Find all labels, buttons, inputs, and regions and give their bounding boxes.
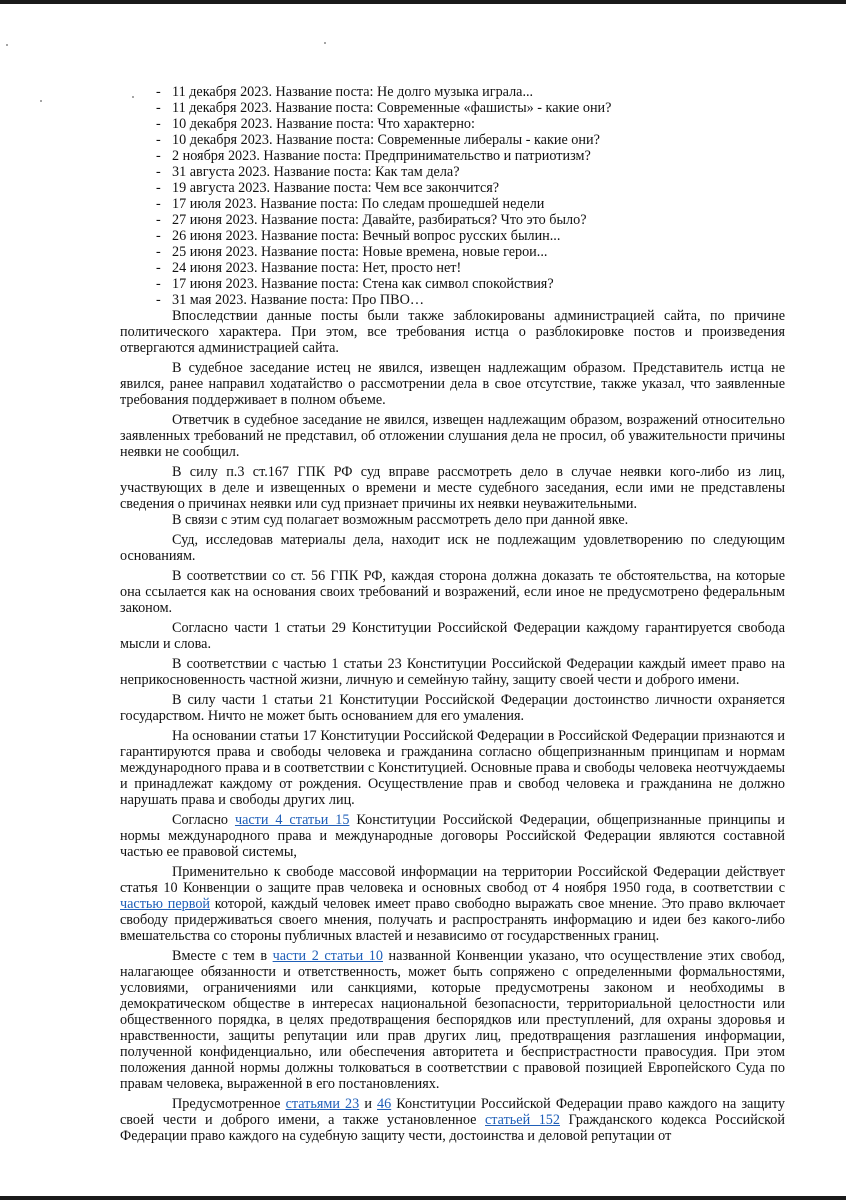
list-item: - 25 июня 2023. Название поста: Новые времена, новые герои... (120, 244, 785, 260)
list-item: - 26 июня 2023. Название поста: Вечный вопрос русских былин... (120, 228, 785, 244)
paragraph-defendant-absent: Ответчик в судебное заседание не явился, извещен надлежащим образом, возражений относительно заявленных требований не представил, об отложении слушания дела не просил, об уважительности причины неявки не сообщил. (120, 412, 785, 460)
list-item: - 27 июня 2023. Название поста: Давайте, разбираться? Что это было? (120, 212, 785, 228)
paragraph-blocked: Впоследствии данные посты были также заблокированы администрацией сайта, по причине политического характера. При этом, все требования истца о разблокировке постов и произведения отвергаются администрацией сайта. (120, 308, 785, 356)
list-item: - 10 декабря 2023. Название поста: Что характерно: (120, 116, 785, 132)
paragraph-text: Вместе с тем в (172, 948, 273, 964)
paragraph-text: Применительно к свободе массовой информации на территории Российской Федерации действует статья 10 Конвенции о защите прав человека и основных свобод от 4 ноября 1950 года, в соответствии с (120, 864, 785, 896)
paragraph-article-23: В соответствии с частью 1 статьи 23 Конституции Российской Федерации каждый имеет право на неприкосновенность частной жизни, личную и семейную тайну, защиту своей чести и доброго имени. (120, 656, 785, 688)
link-article-10-part-2[interactable]: части 2 статьи 10 (272, 948, 383, 964)
list-item: - 31 мая 2023. Название поста: Про ПВО… (120, 292, 785, 308)
list-item: - 24 июня 2023. Название поста: Нет, просто нет! (120, 260, 785, 276)
list-item: - 19 августа 2023. Название поста: Чем все закончится? (120, 180, 785, 196)
list-item: - 10 декабря 2023. Название поста: Современные либералы - какие они? (120, 132, 785, 148)
paragraph-text: Предусмотренное (172, 1096, 286, 1112)
link-articles-23[interactable]: статьями 23 (285, 1096, 360, 1112)
paragraph-honor-protection (120, 1096, 785, 1144)
paragraph-possible: В связи с этим суд полагает возможным рассмотреть дело при данной явке. (172, 512, 629, 528)
paragraph-text: Согласно (172, 812, 235, 828)
paragraph-convention-part-2 (120, 948, 785, 1092)
blocked-posts-list (120, 84, 785, 308)
paragraph-text: названной Конвенции указано, что осуществление этих свобод, налагающее обязанности и ответственность, может быть сопряжено с определенными формальностями, условиями, ограничениями или санкциями, которые предусмотрены законом и необходимы в демократическом обществе в интересах национальной безопасности, территориальной целостности или общественного порядка, в целях предотвращения беспорядков или преступлений, для охраны здоровья и нравственности, защиты репутации или прав других лиц, предотвращения разглашения информации, полученной конфиденциально, или обеспечения авторитета и беспристрастности правосудия. При этом положения данной нормы должны толковаться в соответствии с правовой позицией Европейского Суда по правам человека, выраженной в его постановлениях. (120, 948, 786, 1092)
paragraph-court-finding: Суд, исследовав материалы дела, находит иск не подлежащим удовлетворению по следующим основаниям. (120, 532, 785, 564)
paragraph-gpk-167: В силу п.3 ст.167 ГПК РФ суд вправе рассмотреть дело в случае неявки кого-либо из лиц, участвующих в деле и извещенных о времени и месте судебного заседания, если ими не представлены сведения о причинах неявки или суд признает причины их неявки неуважительными. (120, 464, 785, 512)
paragraph-text: которой, каждый человек имеет право свободно выражать свое мнение. Это право включает свободу придерживаться своего мнения, получать и распространять информацию и идеи без какого-либо вмешательства со стороны публичных властей и независимо от государственных границ. (120, 896, 785, 944)
scan-speck (40, 100, 42, 102)
page-top-border (0, 0, 846, 4)
paragraph-article-21: В силу части 1 статьи 21 Конституции Российской Федерации достоинство личности охраняется государством. Ничто не может быть основанием для его умаления. (120, 692, 785, 724)
list-item: - 11 декабря 2023. Название поста: Не долго музыка играла... (120, 84, 785, 100)
scan-speck (324, 42, 326, 44)
paragraph-article-17: На основании статьи 17 Конституции Российской Федерации в Российской Федерации признаются и гарантируются права и свободы человека и гражданина согласно общепризнанным принципам и нормам международного права и в соответствии с Конституцией. Основные права и свободы человека неотчуждаемы и принадлежат каждому от рождения. Осуществление прав и свобод человека и гражданина не должно нарушать права и свободы других лиц. (120, 728, 785, 808)
list-item: - 11 декабря 2023. Название поста: Современные «фашисты» - какие они? (120, 100, 785, 116)
paragraph-gpk-56: В соответствии со ст. 56 ГПК РФ, каждая сторона должна доказать те обстоятельства, на которые она ссылается как на основания своих требований и возражений, если иное не предусмотрено федеральным законом. (120, 568, 785, 616)
document-page (120, 84, 785, 1144)
paragraph-text: Конституции Российской Федерации право каждого на защиту своей чести и доброго имени, а также установленное (120, 1096, 785, 1128)
list-item: - 17 июня 2023. Название поста: Стена как символ спокойствия? (120, 276, 785, 292)
list-item: - 2 ноября 2023. Название поста: Предпринимательство и патриотизм? (120, 148, 785, 164)
paragraph-text: Конституции Российской Федерации, общепризнанные принципы и нормы международного права и международные договоры Российской Федерации являются составной частью ее правовой системы, (120, 812, 785, 860)
link-part-one[interactable]: частью первой (120, 896, 211, 912)
paragraph-plaintiff-absent: В судебное заседание истец не явился, извещен надлежащим образом. Представитель истца не явился, ранее направил ходатайство о рассмотрении дела в свое отсутствие, также указал, что заявленные требования поддерживает в полном объеме. (120, 360, 785, 408)
list-item: - 17 июля 2023. Название поста: По следам прошедшей недели (120, 196, 785, 212)
list-item: - 31 августа 2023. Название поста: Как там дела? (120, 164, 785, 180)
page-bottom-border (0, 1196, 846, 1200)
paragraph-text: и (359, 1096, 378, 1112)
scan-speck (6, 44, 8, 46)
paragraph-text: Гражданского кодекса Российской Федерации право каждого на судебную защиту чести, достоинства и деловой репутации от (120, 1112, 785, 1144)
paragraph-article-29: Согласно части 1 статьи 29 Конституции Российской Федерации каждому гарантируется свобода мысли и слова. (120, 620, 785, 652)
paragraph-article-15 (120, 812, 785, 860)
paragraph-convention-article-10 (120, 864, 785, 944)
link-article-46[interactable]: 46 (377, 1096, 392, 1112)
link-article-15-part-4[interactable]: части 4 статьи 15 (234, 812, 350, 828)
link-article-152[interactable]: статьей 152 (485, 1112, 560, 1128)
